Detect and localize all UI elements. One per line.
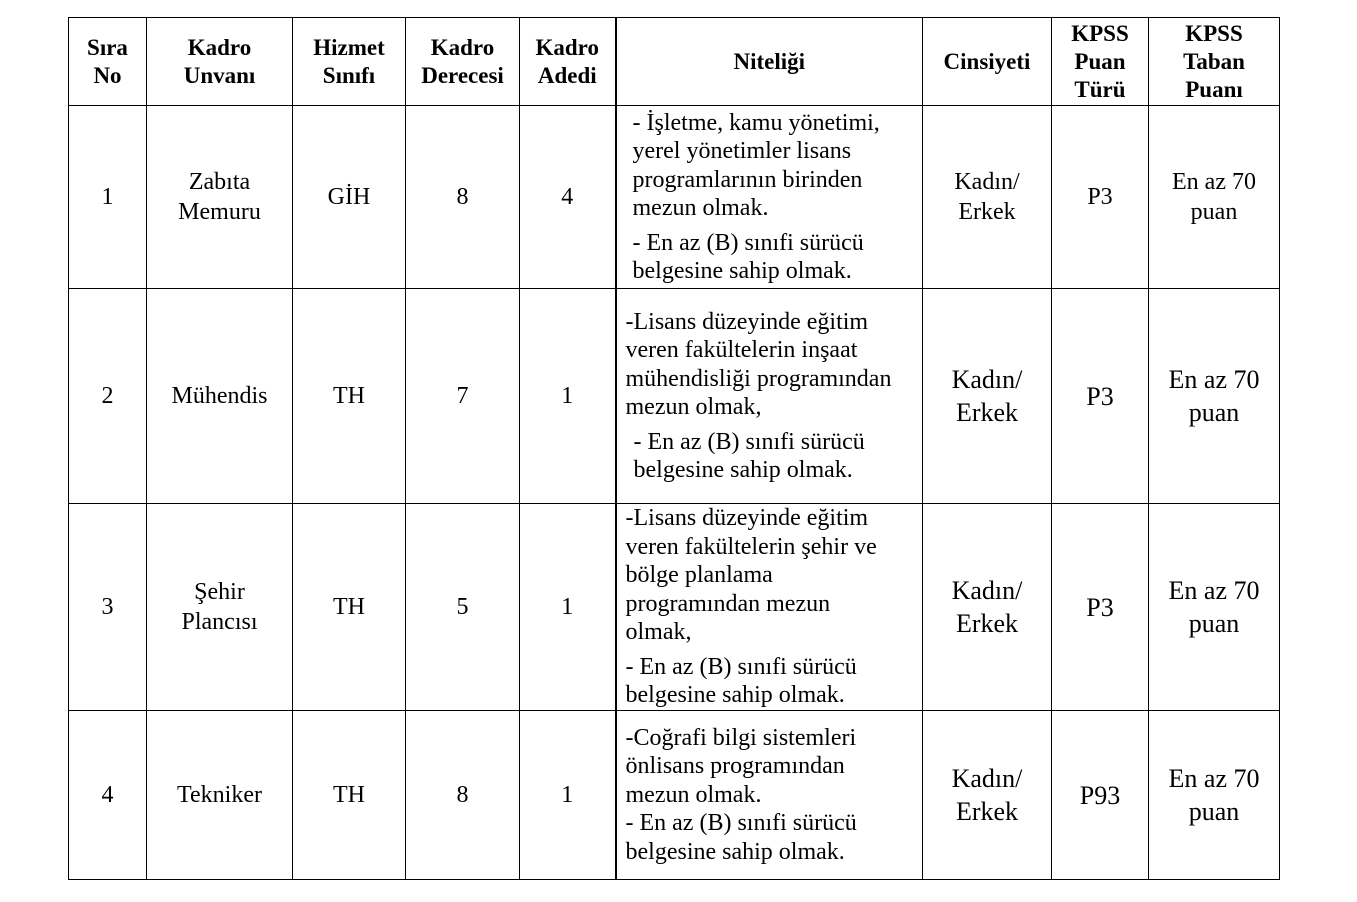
cell-cinsiyet: Kadın/ Erkek	[923, 504, 1052, 711]
nitelik-education: - İşletme, kamu yönetimi, yerel yönetimler lisans programlarının birinden mezun olmak.	[632, 109, 880, 221]
nitelik-license: - En az (B) sınıfi sürücü belgesine sahip olmak.	[625, 653, 857, 709]
cell-cinsiyet: Kadın/ Erkek	[923, 289, 1052, 504]
header-kadro-unvani: Kadro Unvanı	[147, 18, 293, 106]
header-sira-no: Sıra No	[69, 18, 147, 106]
cell-adet: 1	[520, 504, 616, 711]
cell-adet: 1	[520, 711, 616, 880]
cell-nitelik	[616, 289, 923, 504]
cell-taban-puan: En az 70 puan	[1149, 289, 1280, 504]
header-kpss-puan-turu: KPSS Puan Türü	[1052, 18, 1149, 106]
cell-unvan: Şehir Plancısı	[147, 504, 293, 711]
cell-taban-puan: En az 70 puan	[1149, 504, 1280, 711]
cell-sira: 2	[69, 289, 147, 504]
cell-taban-puan: En az 70 puan	[1149, 106, 1280, 289]
header-row	[69, 18, 1280, 106]
nitelik-license: - En az (B) sınıfi sürücü belgesine sahip olmak.	[632, 229, 864, 284]
cell-adet: 1	[520, 289, 616, 504]
cell-taban-puan: En az 70 puan	[1149, 711, 1280, 880]
table-row	[69, 711, 1280, 880]
cell-nitelik	[616, 106, 923, 289]
cell-sinif: TH	[293, 711, 406, 880]
cell-sinif: TH	[293, 289, 406, 504]
cell-puan-turu: P3	[1052, 106, 1149, 289]
header-kadro-derecesi: Kadro Derecesi	[406, 18, 520, 106]
cell-derece: 5	[406, 504, 520, 711]
cell-sinif: GİH	[293, 106, 406, 289]
cell-unvan: Mühendis	[147, 289, 293, 504]
nitelik-education: -Coğrafi bilgi sistemleri önlisans programından mezun olmak.	[625, 724, 857, 808]
header-hizmet-sinifi: Hizmet Sınıfı	[293, 18, 406, 106]
cell-sira: 3	[69, 504, 147, 711]
cell-derece: 8	[406, 106, 520, 289]
cell-puan-turu: P93	[1052, 711, 1149, 880]
cell-adet: 4	[520, 106, 616, 289]
cell-cinsiyet: Kadın/ Erkek	[923, 106, 1052, 289]
cell-sira: 4	[69, 711, 147, 880]
header-cinsiyeti: Cinsiyeti	[923, 18, 1052, 106]
nitelik-education: -Lisans düzeyinde eğitim veren fakültelerin şehir ve bölge planlama programından mezun olmak,	[625, 505, 877, 646]
header-kadro-adedi: Kadro Adedi	[520, 18, 616, 106]
cell-unvan: Tekniker	[147, 711, 293, 880]
cell-cinsiyet: Kadın/ Erkek	[923, 711, 1052, 880]
cell-sinif: TH	[293, 504, 406, 711]
table-row	[69, 289, 1280, 504]
cell-puan-turu: P3	[1052, 289, 1149, 504]
cell-nitelik	[616, 711, 923, 880]
nitelik-education: -Lisans düzeyinde eğitim veren fakültelerin inşaat mühendisliği programından mezun olmak,	[625, 308, 892, 420]
cell-sira: 1	[69, 106, 147, 289]
table-row	[69, 504, 1280, 711]
cell-puan-turu: P3	[1052, 504, 1149, 711]
cell-nitelik	[616, 504, 923, 711]
header-niteligi: Niteliği	[616, 18, 923, 106]
cell-unvan: Zabıta Memuru	[147, 106, 293, 289]
table-row	[69, 106, 1280, 289]
cell-derece: 7	[406, 289, 520, 504]
nitelik-license: - En az (B) sınıfi sürücü belgesine sahip olmak.	[633, 428, 865, 483]
cell-derece: 8	[406, 711, 520, 880]
nitelik-license: - En az (B) sınıfi sürücü belgesine sahip olmak.	[625, 810, 857, 865]
kadro-table	[68, 17, 1280, 880]
header-kpss-taban-puani: KPSS Taban Puanı	[1149, 18, 1280, 106]
